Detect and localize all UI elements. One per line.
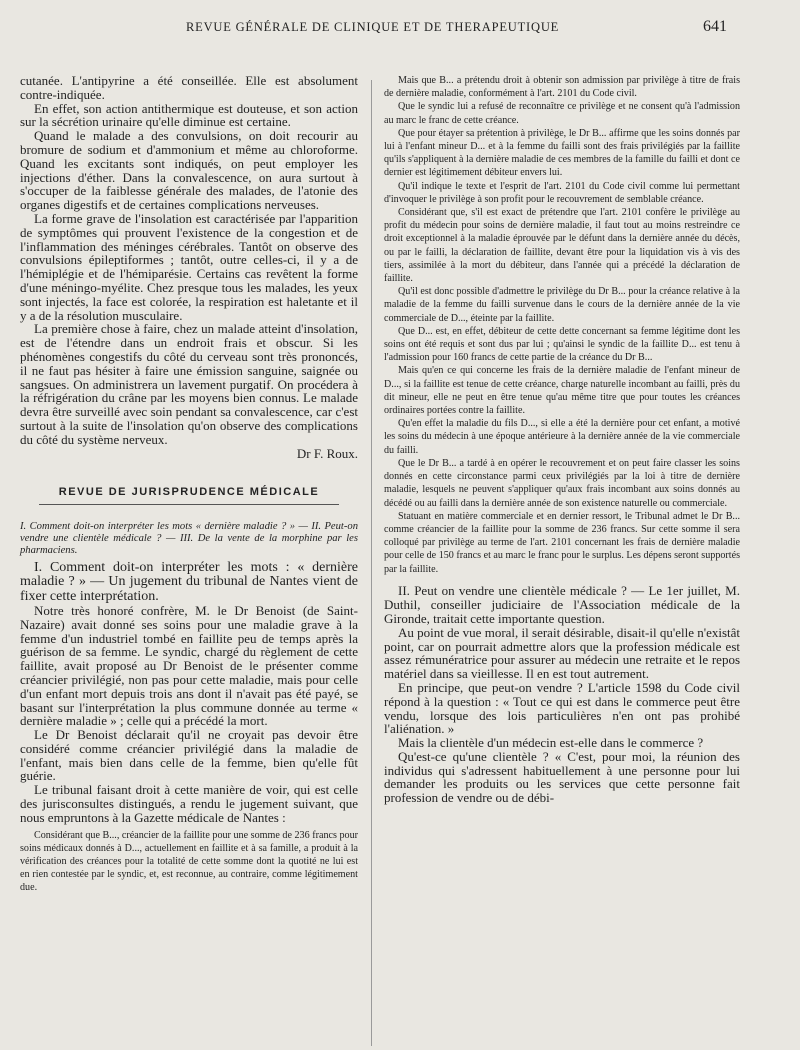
paragraph: Quand le malade a des convulsions, on doit recourir au bromure de sodium et d'ammonium et même au chloroforme. Quand les excitants sont indiqués, on peut employer les injections d'éther. Dans la convalescence, on aura surtout à s'occuper de la faiblesse générale des malades, de l'atonie des organes digestifs et de certaines complications nerveuses.: [20, 128, 358, 213]
column-divider: [371, 80, 372, 1046]
quoted-judgment: Mais que B... a prétendu droit à obtenir son admission par privilège à titre de frais de dernière maladie, conformément à l'art. 2101 du Code civil.: [384, 75, 740, 100]
journal-title: REVUE GÉNÉRALE DE CLINIQUE ET DE THERAPEUTIQUE: [186, 20, 560, 34]
paragraph: En effet, son action antithermique est douteuse, et son action sur la sécrétion urinaire qu'elle diminue est certaine.: [20, 100, 358, 130]
quoted-judgment: Considérant que B..., créancier de la faillite pour une somme de 236 francs pour soins médicaux donnés à D..., actuellement en faillite et à sa famille, a produit à la vérification des créances pour la totalité de cette somme dont la quotité ne lui est en rien contestée par le syndic, et, est reconnue, au contraire, comme légitimement due.: [20, 829, 358, 894]
paragraph: La forme grave de l'insolation est caractérisée par l'apparition de symptômes qui prouvent l'existence de la congestion et de l'inflammation des méninges cérébrales. Tantôt on observe des convulsions épileptiformes ; tantôt, outre celles-ci, il y a de l'hémiplégie et de l'hémiparésie. Certains cas revêtent la forme d'une méningo-myélite. Chez presque tous les malades, les yeux sont injectés, la face est colorée, la respiration est haletante et il y a de la résolution musculaire.: [20, 210, 358, 323]
paragraph: cutanée. L'antipyrine a été conseillée. Elle est absolument contre-indiquée.: [20, 73, 358, 102]
subsection-heading: II. Peut on vendre une clientèle médicale ? — Le 1er juillet, M. Duthil, conseiller judiciaire de l'Association médicale de la Gironde, traitait cette importante question.: [384, 582, 740, 626]
quoted-judgment: Qu'il indique le texte et l'esprit de l'art. 2101 du Code civil comme lui permettant d'invoquer le privilège à son profit pour le recouvrement de semblable créance.: [384, 180, 740, 205]
paragraph: Notre très honoré confrère, M. le Dr Benoist (de Saint-Nazaire) avait donné ses soins pour une maladie grave à la femme d'un industriel tombé en faillite peu de temps après la guérison de sa femme. Le syndic, chargé du règlement de cette faillite, avait proposé au Dr Benoist de le présenter comme créancier privilégié, non pas pour cette maladie, mais pour celle d'un enfant mort depuis trois ans dont il n'avait pas été payé, se basant sur l'interprétation la plus commune donnée au terme « dernière maladie » ; celle qui a précédé la mort.: [20, 602, 358, 729]
quoted-judgment: Que le syndic lui a refusé de reconnaître ce privilège et ne consent qu'à l'admission au marc le franc de cette créance.: [384, 101, 740, 126]
quoted-judgment: Que D... est, en effet, débiteur de cette dette concernant sa femme légitime dont les soins ont été requis et sont dus par lui ; qu'ainsi le syndic de la faillite D... est tenu à l'admission pour 160 francs de cette partie de la créance du Dr B...: [384, 325, 740, 364]
left-column: [20, 74, 358, 895]
quoted-judgment: Considérant que, s'il est exact de prétendre que l'art. 2101 confère le privilège au profit du médecin pour soins de dernière maladie, il faut tout au moins restreindre ce droit exceptionnel à la maladie éprouvée par le défunt dans la dernière année du décès, ou par le failli, la déclaration de faillite, devant être pour la liquidation vis à vis des tiers, assimilée à la mort du débiteur, dans l'année qui a précédé la déclaration de faillite.: [384, 207, 740, 285]
page-number: 641: [703, 18, 727, 35]
paragraph: Qu'est-ce qu'une clientèle ? « C'est, pour moi, la réunion des individus qui s'adressent habituellement à une personne pour lui demander les produits ou les services que cette personne fait profession de vendre ou de débi-: [384, 748, 740, 806]
paragraph: En principe, que peut-on vendre ? L'article 1598 du Code civil répond à la question : « Tout ce qui est dans le commerce peut être vendu, lorsque des lois particulières n'en ont pas prohibé l'aliénation. »: [384, 679, 740, 737]
running-header: [0, 14, 800, 40]
quoted-judgment: Qu'en effet la maladie du fils D..., si elle a été la dernière pour cet enfant, a motivé les soins du médecin à une époque antérieure à la dernière année de la vie commerciale du failli.: [384, 418, 740, 456]
signature-line: [20, 447, 358, 461]
quoted-judgment: Mais qu'en ce qui concerne les frais de la dernière maladie de l'enfant mineur de D..., si la faillite est tenue de cette créance, charge naturelle incombant au failli, près du dit mineur, elle ne peut en être tenue qu'au même titre que pour toutes les créances ordinaires portées contre la faillite.: [384, 365, 740, 417]
quoted-judgment: Qu'il est donc possible d'admettre le privilège du Dr B... pour la créance relative à la maladie de la femme du failli survenue dans le cours de la dernière année de la vie commerciale de D..., éteinte par la faillite.: [384, 286, 740, 324]
quoted-judgment: Que pour étayer sa prétention à privilège, le Dr B... affirme que les soins donnés par lui à l'enfant mineur D... et à la femme du failli sont des frais privilégiés par la faillite qu'ils s'appliquent à la dernière maladie de ces membres de la famille du failli et dont ce dernier est légitimement débiteur envers lui.: [384, 127, 740, 179]
paragraph: La première chose à faire, chez un malade atteint d'insolation, est de l'étendre dans un endroit frais et obscur. Si les phénomènes congestifs du côté du cerveau sont très prononcés, il ne faut pas hésiter à faire une émission sanguine, saignée ou sangsues. On administrera un lavement purgatif. On procédera à la réfrigération du crâne par les moyens bien connus. Le malade devra être surveillé avec soin pendant sa convalescence, car c'est surtout à la suite de l'insolation qu'on observe des complications du côté du système nerveux.: [20, 321, 358, 447]
paragraph: Mais la clientèle d'un médecin est-elle dans le commerce ?: [398, 735, 704, 751]
subsection-heading: I. Comment doit-on interpréter les mots : « dernière maladie ? » — Un jugement du tribunal de Nantes vient de fixer cette interprétation.: [20, 559, 358, 604]
paragraph: Le Dr Benoist déclarait qu'il ne croyait pas devoir être considéré comme créancier privilégié dans la maladie de l'enfant, mais bien dans celle de la femme, bien qu'elle fût guérie.: [20, 727, 358, 784]
section-heading: [20, 486, 358, 505]
paragraph: Au point de vue moral, il serait désirable, disait-il qu'elle n'existât point, car on pourrait admettre alors que la profession médicale est assez rémunératrice pour assurer au médecin une retraite et le repos matériel dans sa vieillesse. Il en est tout autrement.: [384, 624, 740, 682]
paragraph: Le tribunal faisant droit à cette manière de voir, qui est celle des jurisconsultes distingués, a rendu le jugement suivant, que nous empruntons à la Gazette médicale de Nantes :: [20, 782, 358, 825]
quoted-judgment: Que le Dr B... a tardé à en opérer le recouvrement et on peut faire classer les soins donnés en cette circonstance parmi ceux privilégiés par la loi à titre de dernière maladie, lesquels ne peuvent s'appliquer qu'aux frais incombant aux soins donnés au décédé ou au failli dans la dernière année de son existence naturelle ou commerciale.: [384, 457, 740, 509]
section-title: REVUE DE JURISPRUDENCE MÉDICALE: [58, 486, 320, 499]
section-underline: [39, 504, 339, 505]
author-signature: Dr F. Roux.: [296, 445, 358, 461]
right-column: [384, 74, 740, 805]
quoted-judgment: Statuant en matière commerciale et en dernier ressort, le Tribunal admet le Dr B... comme créancier de la faillite pour la somme de 236 francs. Sur cette somme il sera colloqué par privilège au terme de l'art. 2101 concernant les frais de dernière maladie pour celle de 150 francs et au marc le franc pour le surplus. Les dépens seront supportés par la faillite.: [384, 510, 740, 575]
section-summary: I. Comment doit-on interpréter les mots « dernière maladie ? » — II. Peut-on vendre une clientèle médicale ? — III. De la vente de la morphine par les pharmaciens.: [20, 521, 358, 556]
